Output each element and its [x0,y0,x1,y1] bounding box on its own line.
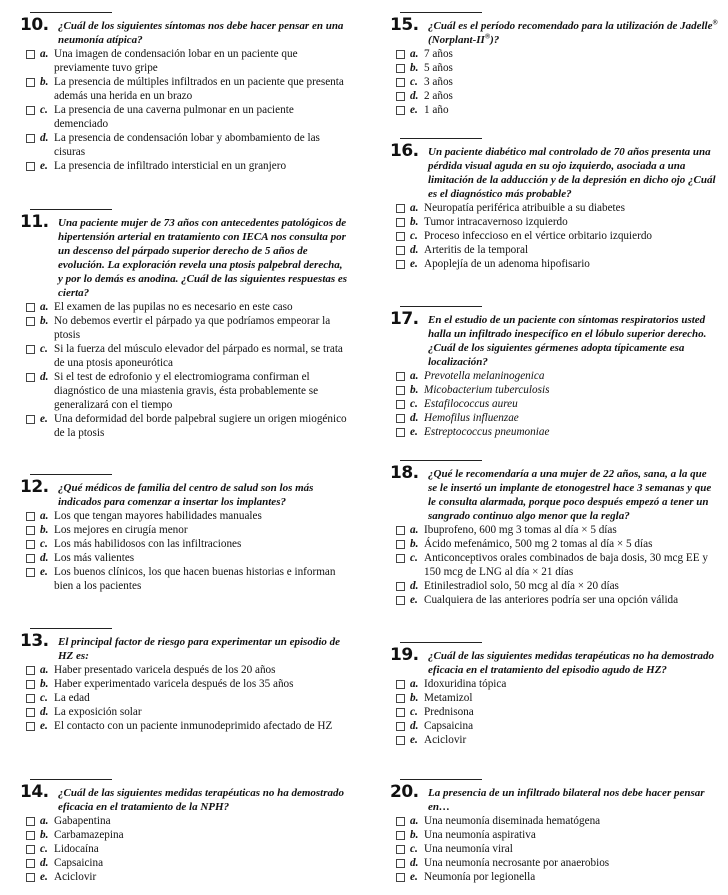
option-c[interactable] [388,75,718,89]
option-text: Ibuprofeno, 600 mg 3 tomas al día × 5 días [424,524,617,536]
question-number: 11. [20,212,49,232]
option-letter: d. [410,580,419,592]
option-letter: a. [40,301,49,313]
option-text: Etinilestradiol solo, 50 mcg al día × 20 días [424,580,619,592]
question-divider [30,474,112,475]
question-19 [388,642,718,747]
question-text: Una paciente mujer de 73 años con antecedentes patológicos de hipertensión arterial en tratamiento con IECA nos consulta por un descenso del párpado superior derecho de 5 años de evolución. La exploración revela una ptosis palpebral derecha, y por lo demás es anodina. ¿Cuál de las siguientes respuestas es cierta? [58,217,348,299]
option-d[interactable] [388,89,718,103]
checkbox[interactable] [26,134,35,143]
option-letter: c. [40,343,48,355]
option-b[interactable] [18,523,348,537]
option-text: Haber experimentado varicela después de los 35 años [54,678,294,690]
option-a[interactable] [18,509,348,523]
option-letter: b. [410,216,419,228]
question-divider [400,460,482,461]
option-c[interactable] [18,342,348,370]
option-d[interactable] [388,243,718,257]
checkbox[interactable] [26,708,35,717]
option-text: Apoplejía de un adenoma hipofisario [424,258,590,270]
option-letter: d. [410,720,419,732]
option-text: Anticonceptivos orales combinados de baja dosis, 30 mcg EE y 150 mcg de LNG al día × 21 días [424,552,708,578]
checkbox[interactable] [26,680,35,689]
checkbox[interactable] [26,162,35,171]
question-divider [400,642,482,643]
option-letter: b. [410,692,419,704]
option-text: Neumonía por legionella [424,871,536,883]
option-b[interactable] [388,383,718,397]
option-text: Micobacterium tuberculosis [424,384,550,396]
option-text: Los buenos clínicos, los que hacen buenas historias e informan bien a los pacientes [54,566,336,592]
option-letter: d. [410,90,419,102]
option-text: 1 año [424,104,449,116]
checkbox[interactable] [26,317,35,326]
option-e[interactable] [388,593,718,607]
option-d[interactable] [18,370,348,412]
checkbox[interactable] [396,106,405,115]
checkbox[interactable] [26,722,35,731]
option-text: Metamizol [424,692,473,704]
option-letter: a. [410,524,419,536]
question-text: ¿Cuál es el período recomendado para la utilización de Jadelle® (Norplant-II®)? [428,18,718,46]
option-letter: a. [410,48,419,60]
option-b[interactable] [18,828,348,842]
option-letter: a. [40,815,49,827]
option-letter: b. [410,829,419,841]
option-text: Una deformidad del borde palpebral sugiere un origen miogénico de la ptosis [54,413,347,439]
question-number: 19. [390,645,419,665]
option-letter: c. [40,104,48,116]
option-letter: e. [410,734,418,746]
question-text: La presencia de un infiltrado bilateral nos debe hacer pensar en… [428,787,705,813]
options-list [388,814,718,884]
option-text: Capsaicina [54,857,104,869]
checkbox[interactable] [396,218,405,227]
option-a[interactable] [18,663,348,677]
question-divider [30,628,112,629]
option-c[interactable] [388,229,718,243]
option-letter: b. [40,678,49,690]
checkbox[interactable] [26,512,35,521]
checkbox[interactable] [26,106,35,115]
option-d[interactable] [18,705,348,719]
option-letter: c. [410,230,418,242]
option-d[interactable] [388,856,718,870]
checkbox[interactable] [396,92,405,101]
option-text: Prednisona [424,706,474,718]
option-text: Una neumonía aspirativa [424,829,536,841]
question-16 [388,138,718,271]
option-c[interactable] [18,842,348,856]
option-d[interactable] [18,856,348,870]
option-letter: a. [40,48,49,60]
options-list [388,369,718,439]
option-text: Aciclovir [54,871,97,883]
option-letter: e. [410,871,418,883]
option-letter: d. [410,412,419,424]
checkbox[interactable] [396,736,405,745]
option-letter: e. [410,258,418,270]
option-text: La presencia de infiltrado intersticial en un granjero [54,160,287,172]
checkbox[interactable] [396,50,405,59]
question-18 [388,460,718,607]
question-number: 12. [20,477,49,497]
option-letter: d. [40,371,49,383]
checkbox[interactable] [396,64,405,73]
option-text: La edad [54,692,90,704]
checkbox[interactable] [396,845,405,854]
option-text: Una imagen de condensación lobar en un paciente que previamente tuvo gripe [54,48,298,74]
question-15 [388,12,718,117]
options-list [388,201,718,271]
checkbox[interactable] [396,414,405,423]
option-letter: b. [410,62,419,74]
option-b[interactable] [388,691,718,705]
option-text: 3 años [424,76,453,88]
option-d[interactable] [388,719,718,733]
question-divider [30,12,112,13]
options-list [18,47,348,173]
option-text: Proceso infeccioso en el vértice orbitario izquierdo [424,230,653,242]
options-list [388,677,718,747]
question-number: 20. [390,782,419,802]
option-text: La presencia de múltiples infiltrados en un paciente que presenta además una herida en un brazo [54,76,344,102]
options-list [18,814,348,884]
checkbox[interactable] [26,817,35,826]
option-a[interactable] [388,47,718,61]
checkbox[interactable] [26,303,35,312]
checkbox[interactable] [396,204,405,213]
option-letter: c. [410,76,418,88]
option-a[interactable] [18,814,348,828]
option-a[interactable] [388,677,718,691]
option-letter: c. [40,843,48,855]
option-d[interactable] [18,131,348,159]
question-divider [400,12,482,13]
options-list [388,47,718,117]
checkbox[interactable] [396,694,405,703]
checkbox[interactable] [26,415,35,424]
option-text: Neuropatía periférica atribuible a su diabetes [424,202,625,214]
question-divider [400,779,482,780]
question-13 [18,628,348,733]
option-letter: c. [410,843,418,855]
option-a[interactable] [388,523,718,537]
option-letter: a. [40,510,49,522]
option-text: Gabapentina [54,815,111,827]
option-letter: d. [40,552,49,564]
option-d[interactable] [388,411,718,425]
question-12 [18,474,348,593]
option-text: Estafilococcus aureu [424,398,518,410]
checkbox[interactable] [396,372,405,381]
checkbox[interactable] [396,582,405,591]
option-e[interactable] [388,425,718,439]
option-letter: d. [410,857,419,869]
option-letter: e. [40,413,48,425]
option-e[interactable] [388,733,718,747]
option-text: Si la fuerza del músculo elevador del párpado es normal, se trata de una ptosis aponeurótica [54,343,343,369]
option-text: Una neumonía necrosante por anaerobios [424,857,610,869]
option-d[interactable] [18,551,348,565]
option-letter: a. [410,678,419,690]
question-10 [18,12,348,173]
question-number: 10. [20,15,49,35]
question-17 [388,306,718,439]
option-text: Los más valientes [54,552,135,564]
option-letter: c. [40,538,48,550]
question-14 [18,779,348,884]
checkbox[interactable] [26,666,35,675]
option-letter: d. [410,244,419,256]
option-text: La presencia de condensación lobar y abombamiento de las cisuras [54,132,320,158]
options-list [388,523,718,607]
checkbox[interactable] [396,386,405,395]
option-b[interactable] [388,61,718,75]
option-letter: e. [40,566,48,578]
question-text: En el estudio de un paciente con síntomas respiratorios usted halla un infiltrado inespecífico en el lóbulo superior derecho. ¿Cuál de los siguientes gérmenes adopta típicamente esa localización? [428,314,707,368]
option-c[interactable] [18,103,348,131]
option-text: Carbamazepina [54,829,124,841]
option-letter: b. [40,76,49,88]
option-letter: d. [40,132,49,144]
option-text: Los mejores en cirugía menor [54,524,188,536]
checkbox[interactable] [26,694,35,703]
option-text: Estreptococcus pneumoniae [424,426,550,438]
option-letter: e. [410,104,418,116]
question-text: El principal factor de riesgo para experimentar un episodio de HZ es: [58,636,341,662]
option-text: El examen de las pupilas no es necesario en este caso [54,301,293,313]
option-letter: d. [40,857,49,869]
option-letter: c. [410,706,418,718]
option-d[interactable] [388,579,718,593]
option-text: Los más habilidosos con las infiltraciones [54,538,242,550]
option-e[interactable] [18,565,348,593]
option-text: Aciclovir [424,734,467,746]
option-letter: c. [40,692,48,704]
option-text: 5 años [424,62,453,74]
option-letter: b. [40,524,49,536]
options-list [18,663,348,733]
options-list [18,509,348,593]
option-a[interactable] [388,201,718,215]
option-c[interactable] [388,551,718,579]
checkbox[interactable] [396,78,405,87]
option-e[interactable] [388,870,718,884]
option-letter: a. [40,664,49,676]
option-text: Cualquiera de las anteriores podría ser una opción válida [424,594,679,606]
checkbox[interactable] [396,260,405,269]
question-number: 14. [20,782,49,802]
checkbox[interactable] [396,680,405,689]
option-letter: b. [410,538,419,550]
option-letter: e. [40,160,48,172]
question-number: 17. [390,309,419,329]
option-e[interactable] [388,257,718,271]
checkbox[interactable] [396,873,405,882]
option-letter: e. [410,594,418,606]
option-a[interactable] [388,369,718,383]
checkbox[interactable] [26,873,35,882]
option-text: El contacto con un paciente inmunodeprimido afectado de HZ [54,720,333,732]
option-text: Hemofilus influenzae [424,412,519,424]
option-e[interactable] [18,719,348,733]
option-text: Haber presentado varicela después de los 20 años [54,664,276,676]
option-letter: e. [40,720,48,732]
option-text: Prevotella melaninogenica [424,370,545,382]
checkbox[interactable] [26,50,35,59]
checkbox[interactable] [396,831,405,840]
checkbox[interactable] [26,831,35,840]
question-number: 15. [390,15,419,35]
question-divider [400,306,482,307]
option-letter: b. [40,829,49,841]
checkbox[interactable] [26,345,35,354]
option-c[interactable] [18,691,348,705]
option-text: No debemos evertir el párpado ya que podríamos empeorar la ptosis [54,315,331,341]
checkbox[interactable] [396,232,405,241]
option-c[interactable] [388,705,718,719]
checkbox[interactable] [396,859,405,868]
checkbox[interactable] [396,428,405,437]
option-a[interactable] [18,300,348,314]
checkbox[interactable] [26,78,35,87]
question-text: ¿Cuál de los siguientes síntomas nos debe hacer pensar en una neumonía atípica? [58,20,344,46]
option-a[interactable] [18,47,348,75]
question-text: ¿Cuál de las siguientes medidas terapéuticas no ha demostrado eficacia en el tratamiento de la NPH? [58,787,345,813]
option-text: Una neumonía viral [424,843,513,855]
option-text: Una neumonía diseminada hematógena [424,815,601,827]
checkbox[interactable] [396,246,405,255]
checkbox[interactable] [396,554,405,563]
checkbox[interactable] [396,817,405,826]
option-c[interactable] [18,537,348,551]
option-letter: b. [410,384,419,396]
checkbox[interactable] [396,400,405,409]
question-number: 13. [20,631,49,651]
checkbox[interactable] [26,554,35,563]
checkbox[interactable] [396,526,405,535]
option-text: Arteritis de la temporal [424,244,529,256]
question-11 [18,209,348,440]
question-text: Un paciente diabético mal controlado de 70 años presenta una pérdida visual aguda en su ojo izquierdo, asociada a una limitación de la adducción y de la depresión en dicho ojo ¿Cuál es el diagnóstico más probable? [428,146,716,200]
question-text: ¿Qué médicos de familia del centro de salud son los más indicados para comenzar a insertar los implantes? [58,482,314,508]
option-text: Capsaicina [424,720,474,732]
option-a[interactable] [388,814,718,828]
checkbox[interactable] [396,722,405,731]
option-text: 2 años [424,90,453,102]
checkbox[interactable] [26,845,35,854]
option-letter: a. [410,815,419,827]
option-e[interactable] [18,159,348,173]
option-letter: c. [410,398,418,410]
checkbox[interactable] [26,540,35,549]
option-e[interactable] [388,103,718,117]
option-letter: e. [410,426,418,438]
checkbox[interactable] [26,859,35,868]
option-text: La exposición solar [54,706,142,718]
question-text: ¿Qué le recomendaría a una mujer de 22 años, sana, a la que se le insertó un implante de etonogestrel hace 3 semanas y que le consulta alarmada, porque poco después empezó a tener un sangrado continuo algo menor que la regla? [428,468,712,522]
option-e[interactable] [18,870,348,884]
option-text: Lidocaína [54,843,99,855]
option-b[interactable] [18,75,348,103]
checkbox[interactable] [396,540,405,549]
question-20 [388,779,718,884]
option-text: La presencia de una caverna pulmonar en un paciente demenciado [54,104,294,130]
question-divider [30,209,112,210]
option-letter: d. [40,706,49,718]
options-list [18,300,348,440]
question-divider [400,138,482,139]
option-c[interactable] [388,842,718,856]
option-letter: b. [40,315,49,327]
checkbox[interactable] [26,373,35,382]
option-text: 7 años [424,48,453,60]
checkbox[interactable] [396,708,405,717]
option-b[interactable] [18,677,348,691]
option-letter: e. [40,871,48,883]
option-text: Idoxuridina tópica [424,678,507,690]
question-divider [30,779,112,780]
option-text: Ácido mefenámico, 500 mg 2 tomas al día × 5 días [424,538,653,550]
option-b[interactable] [18,314,348,342]
option-text: Si el test de edrofonio y el electromiograma confirman el diagnóstico de una miastenia gravis, ésta probablemente se generalizará con el tiempo [54,371,319,411]
question-text: ¿Cuál de las siguientes medidas terapéuticas no ha demostrado eficacia en el tratamiento del episodio agudo de HZ? [428,650,715,676]
option-c[interactable] [388,397,718,411]
checkbox[interactable] [26,568,35,577]
option-b[interactable] [388,828,718,842]
option-b[interactable] [388,537,718,551]
option-text: Tumor intracavernoso izquierdo [424,216,568,228]
checkbox[interactable] [26,526,35,535]
option-letter: a. [410,202,419,214]
option-text: Los que tengan mayores habilidades manuales [54,510,262,522]
question-number: 16. [390,141,419,161]
question-number: 18. [390,463,419,483]
option-e[interactable] [18,412,348,440]
option-letter: a. [410,370,419,382]
option-letter: c. [410,552,418,564]
checkbox[interactable] [396,596,405,605]
option-b[interactable] [388,215,718,229]
